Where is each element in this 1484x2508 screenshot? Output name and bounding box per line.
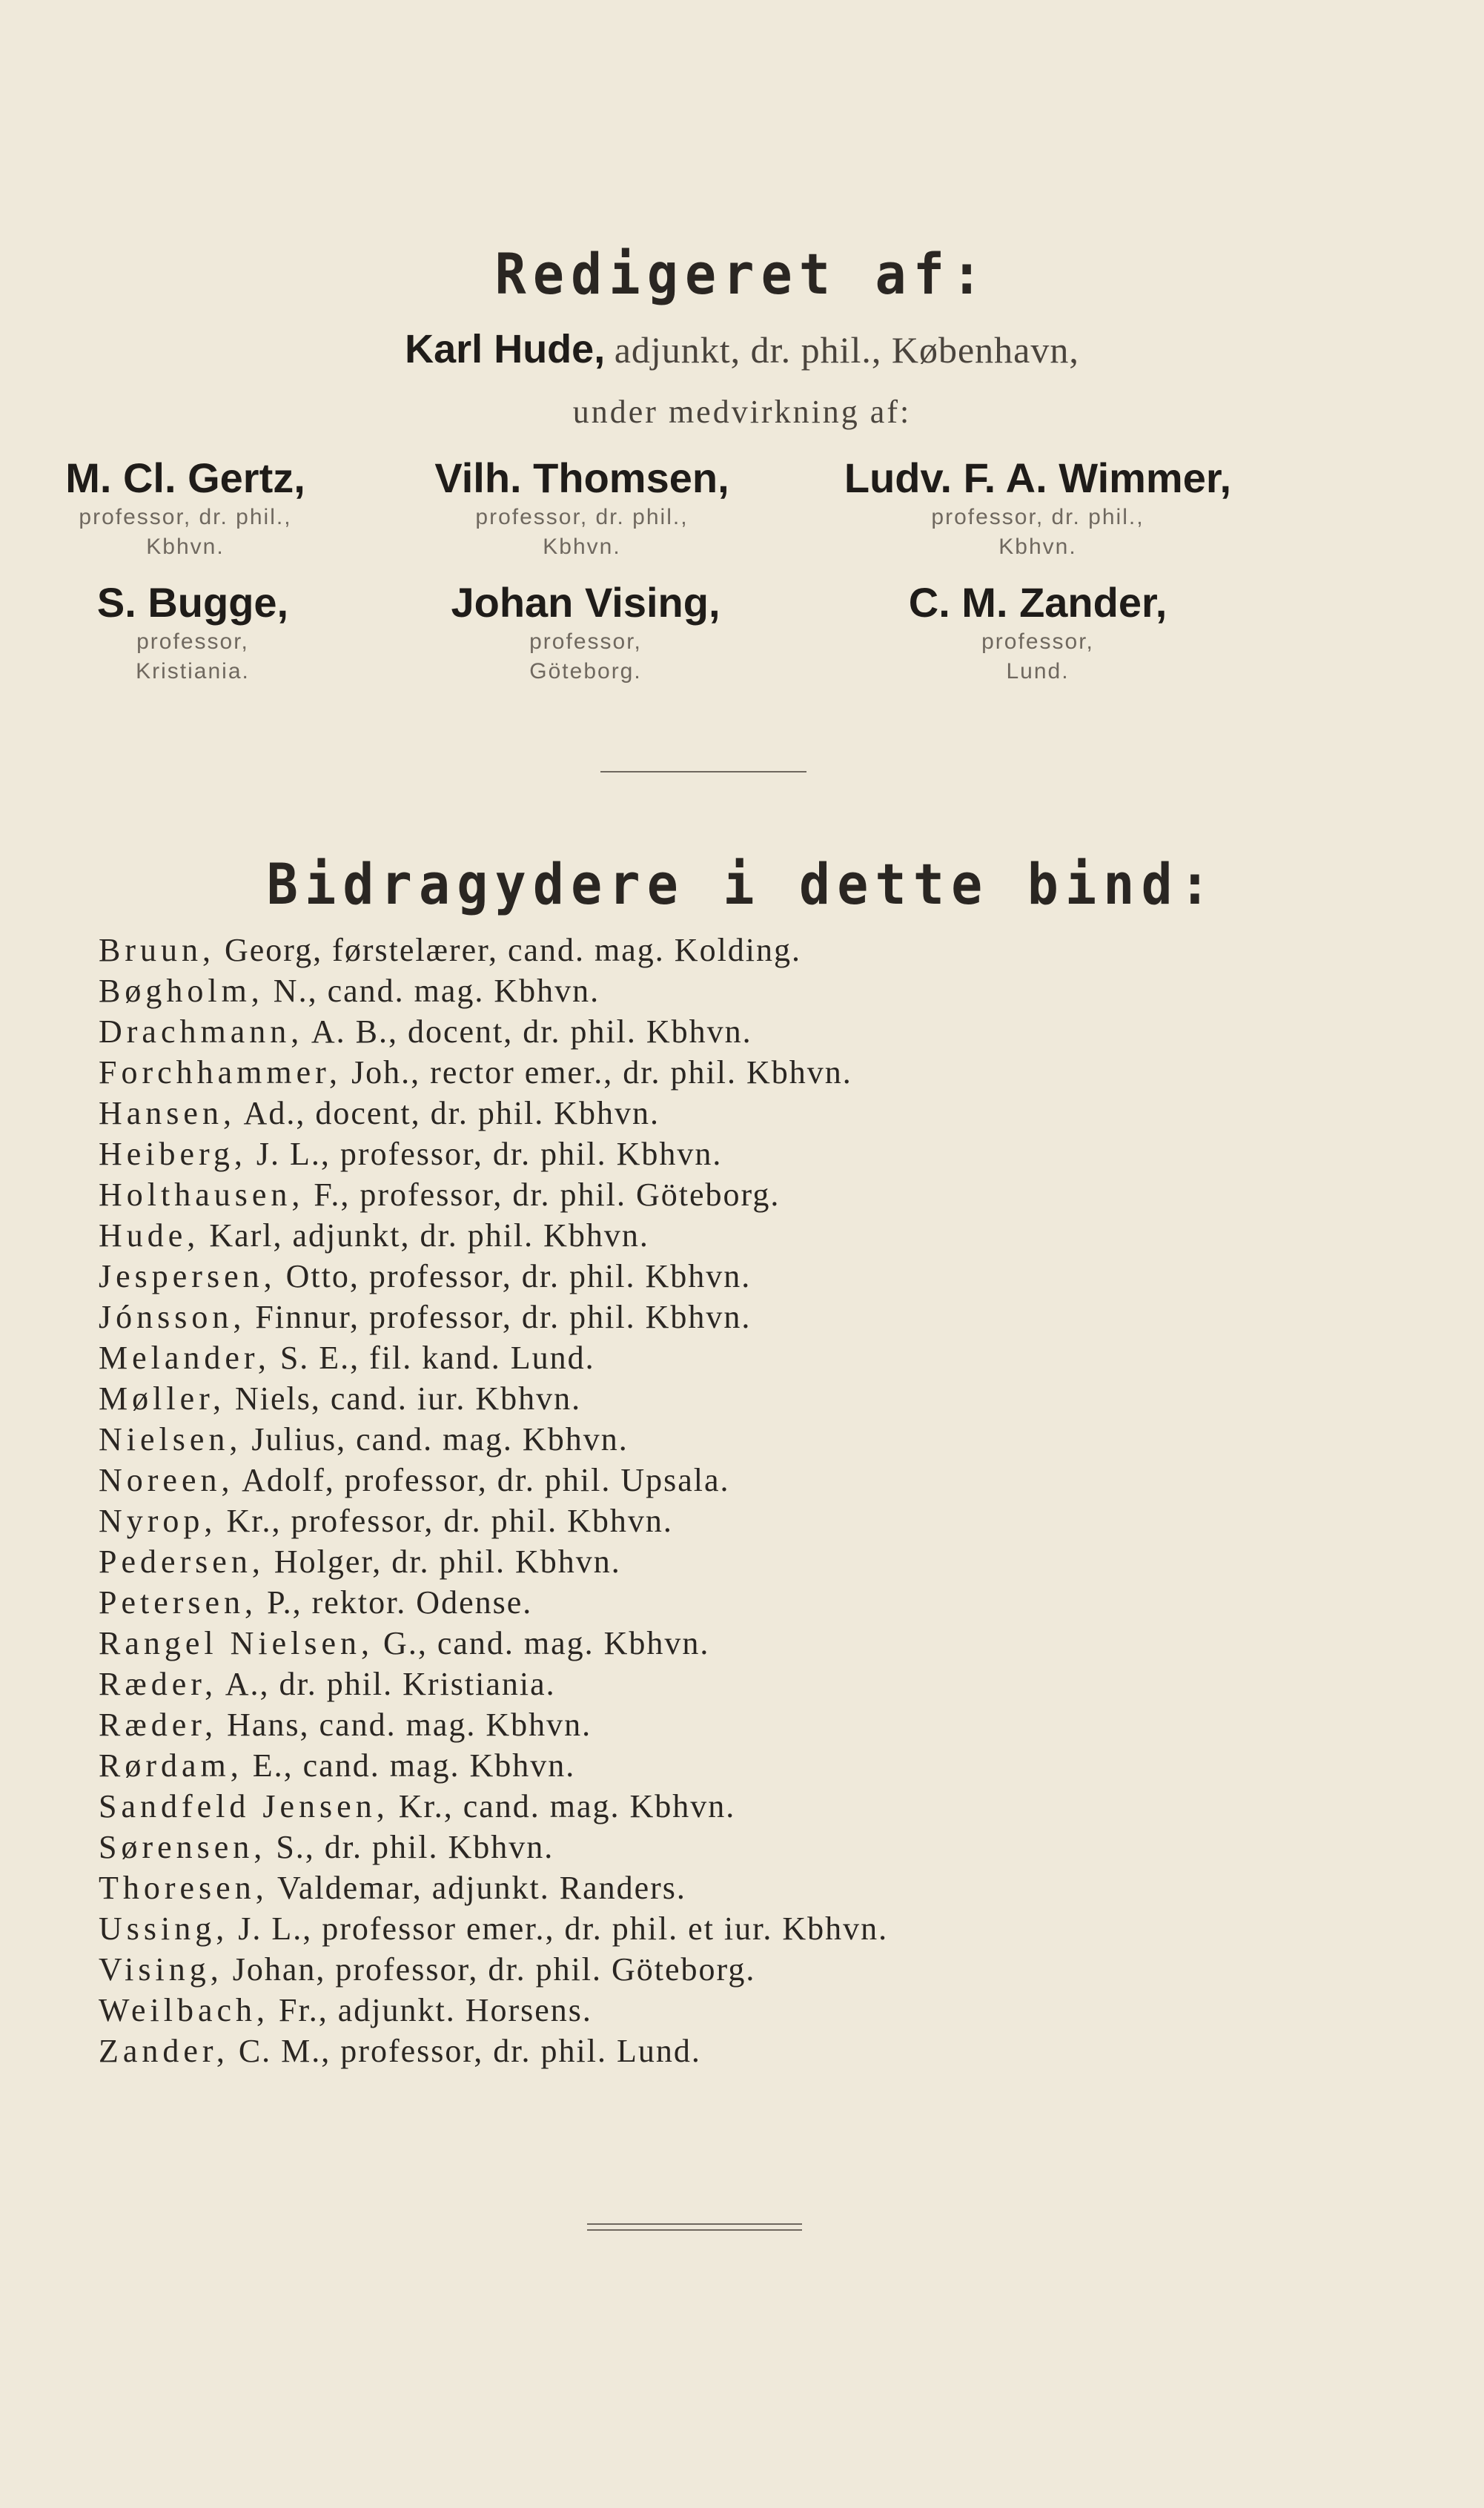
contributor-entry [99, 1664, 888, 1704]
contributor-entry [99, 1501, 888, 1541]
contributor-details: C. M., professor, dr. phil. Lund. [238, 2033, 701, 2069]
collaborator-title: professor, dr. phil., [79, 505, 292, 529]
contributor-entry [99, 1419, 888, 1460]
collaborator-place: Kbhvn. [146, 535, 225, 559]
contributor-entry [99, 1052, 888, 1093]
editor-description: adjunkt, dr. phil., København, [614, 329, 1079, 371]
contributor-details: Ad., docent, dr. phil. Kbhvn. [243, 1095, 660, 1131]
contributor-surname: Nielsen, [99, 1421, 242, 1458]
collaborator-title: professor, [136, 629, 249, 654]
contributor-entry [99, 1704, 888, 1745]
contributor-surname: Weilbach, [99, 1992, 270, 2028]
contributor-entry [99, 1093, 888, 1134]
contributor-surname: Møller, [99, 1380, 225, 1417]
contributor-entry [99, 1990, 888, 2031]
contributor-details: Niels, cand. iur. Kbhvn. [235, 1380, 582, 1417]
contributor-entry [99, 1337, 888, 1378]
contributor-surname: Ussing, [99, 1910, 229, 1947]
contributor-details: Finnur, professor, dr. phil. Kbhvn. [255, 1299, 752, 1335]
collaborator-name: S. Bugge, [96, 579, 289, 626]
contributor-surname: Jespersen, [99, 1258, 276, 1294]
contributor-list [99, 930, 888, 2071]
contributor-entry [99, 1460, 888, 1501]
contributor-details: S., dr. phil. Kbhvn. [276, 1829, 554, 1865]
editor-name: Karl Hude, [405, 327, 606, 371]
heading-contributors: Bidragydere i dette bind: [266, 851, 1218, 917]
contributor-entry [99, 1011, 888, 1052]
collaborator-title: professor, dr. phil., [931, 505, 1145, 529]
contributor-details: N., cand. mag. Kbhvn. [273, 973, 600, 1009]
contributor-surname: Ræder, [99, 1666, 218, 1702]
contributor-entry [99, 1867, 888, 1908]
collaborator-thomsen [415, 454, 749, 562]
contributor-details: Georg, førstelærer, cand. mag. Kolding. [225, 932, 802, 968]
collaborator-title: professor, [529, 629, 642, 654]
contributor-entry [99, 1582, 888, 1623]
contributor-entry [99, 1378, 888, 1419]
contributor-details: Holger, dr. phil. Kbhvn. [274, 1543, 621, 1580]
collaborator-title: professor, [981, 629, 1094, 654]
contributor-entry [99, 1827, 888, 1867]
contributor-details: S. E., fil. kand. Lund. [279, 1340, 595, 1376]
contributor-surname: Zander, [99, 2033, 229, 2069]
contributor-details: A. B., docent, dr. phil. Kbhvn. [311, 1013, 752, 1050]
end-rule-bottom [587, 2229, 802, 2231]
collaborator-gertz [56, 454, 315, 562]
collaborator-bugge [74, 578, 311, 686]
section-divider [600, 771, 806, 772]
contributor-surname: Thoresen, [99, 1870, 268, 1906]
contributor-surname: Vising, [99, 1951, 223, 1988]
contributor-surname: Sørensen, [99, 1829, 267, 1865]
contributor-details: Julius, cand. mag. Kbhvn. [251, 1421, 629, 1458]
editor-line [0, 326, 1484, 372]
contributor-entry [99, 1134, 888, 1174]
contributor-details: F., professor, dr. phil. Göteborg. [314, 1177, 781, 1213]
collaborator-name: M. Cl. Gertz, [65, 454, 305, 501]
heading-edited-by: Redigeret af: [494, 241, 990, 307]
contributor-details: Valdemar, adjunkt. Randers. [276, 1870, 686, 1906]
contributor-surname: Melander, [99, 1340, 271, 1376]
end-rule-top [587, 2223, 802, 2225]
with-assistance-line: under medvirkning af: [572, 394, 912, 430]
contributor-surname: Holthausen, [99, 1177, 305, 1213]
contributor-entry [99, 1786, 888, 1827]
collaborator-name: C. M. Zander, [908, 579, 1167, 626]
contributor-entry [99, 1745, 888, 1786]
collaborator-name: Ludv. F. A. Wimmer, [844, 454, 1232, 501]
contributor-details: Johan, professor, dr. phil. Göteborg. [232, 1951, 756, 1988]
collaborator-title: professor, dr. phil., [475, 505, 689, 529]
contributor-surname: Ræder, [99, 1707, 218, 1743]
collaborator-place: Kbhvn. [998, 535, 1077, 559]
contributor-details: Adolf, professor, dr. phil. Upsala. [242, 1462, 730, 1498]
contributor-surname: Sandfeld Jensen, [99, 1788, 389, 1824]
contributor-entry [99, 1256, 888, 1297]
collaborator-place: Lund. [1006, 659, 1070, 684]
contributor-surname: Pedersen, [99, 1543, 265, 1580]
contributor-entry [99, 1297, 888, 1337]
contributor-surname: Rangel Nielsen, [99, 1625, 374, 1661]
contributor-details: J. L., professor emer., dr. phil. et iur. Kbhvn. [238, 1910, 889, 1947]
collaborator-place: Kristiania. [136, 659, 250, 684]
contributor-details: Fr., adjunkt. Horsens. [279, 1992, 592, 2028]
contributor-surname: Noreen, [99, 1462, 234, 1498]
collaborator-place: Göteborg. [529, 659, 642, 684]
contributor-details: Joh., rector emer., dr. phil. Kbhvn. [351, 1054, 852, 1091]
contributor-details: Karl, adjunkt, dr. phil. Kbhvn. [209, 1217, 649, 1254]
collaborator-vising [430, 578, 741, 686]
contributor-entry [99, 1215, 888, 1256]
contributor-entry [99, 1623, 888, 1664]
collaborator-name: Johan Vising, [451, 579, 721, 626]
collaborator-zander [875, 578, 1201, 686]
contributor-details: Kr., professor, dr. phil. Kbhvn. [226, 1503, 673, 1539]
contributor-details: J. L., professor, dr. phil. Kbhvn. [256, 1136, 723, 1172]
contributor-surname: Hude, [99, 1217, 200, 1254]
collaborator-wimmer [808, 454, 1268, 562]
contributor-surname: Petersen, [99, 1584, 258, 1621]
contributor-details: Kr., cand. mag. Kbhvn. [398, 1788, 736, 1824]
contributor-details: G., cand. mag. Kbhvn. [383, 1625, 710, 1661]
collaborator-name: Vilh. Thomsen, [434, 454, 729, 501]
contributor-entry [99, 930, 888, 970]
contributor-details: A., dr. phil. Kristiania. [225, 1666, 556, 1702]
collaborator-place: Kbhvn. [543, 535, 621, 559]
contributor-entry [99, 1949, 888, 1990]
contributor-entry [99, 1908, 888, 1949]
contributor-entry [99, 2031, 888, 2071]
contributor-details: P., rektor. Odense. [267, 1584, 533, 1621]
contributor-surname: Forchhammer, [99, 1054, 342, 1091]
contributor-surname: Rørdam, [99, 1747, 243, 1784]
contributor-surname: Bruun, [99, 932, 215, 968]
contributor-surname: Heiberg, [99, 1136, 247, 1172]
contributor-surname: Nyrop, [99, 1503, 217, 1539]
contributor-surname: Hansen, [99, 1095, 236, 1131]
contributor-details: Hans, cand. mag. Kbhvn. [227, 1707, 592, 1743]
contributor-entry [99, 1174, 888, 1215]
contributor-surname: Jónsson, [99, 1299, 246, 1335]
contributor-details: Otto, professor, dr. phil. Kbhvn. [285, 1258, 752, 1294]
contributor-details: E., cand. mag. Kbhvn. [252, 1747, 576, 1784]
contributor-surname: Drachmann, [99, 1013, 304, 1050]
contributor-entry [99, 1541, 888, 1582]
contributor-surname: Bøgholm, [99, 973, 264, 1009]
contributor-entry [99, 970, 888, 1011]
